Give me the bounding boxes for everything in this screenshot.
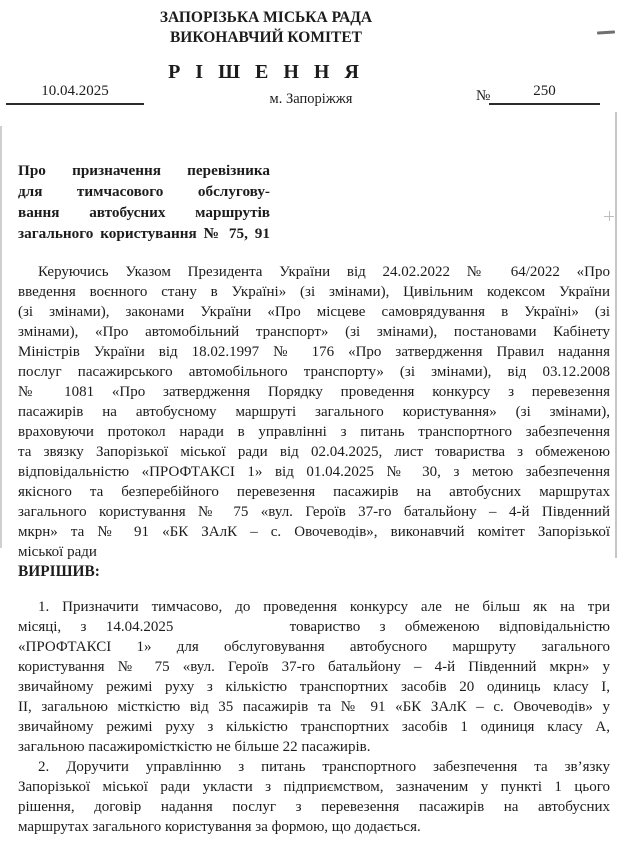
- decision-number: 250: [489, 83, 600, 105]
- text-line: загального користування № 75 «вул. Героїв 37-го батальйону – 4-й Південний: [18, 504, 610, 520]
- text-line: маршрутах загального користування за формою, що додається.: [18, 819, 421, 835]
- item-2-paragraph: [18, 757, 610, 837]
- number-sign: №: [476, 88, 491, 104]
- text-line: Міністрів України від 18.02.1997 № 176 «Про затвердження Правил надання: [18, 344, 610, 360]
- text-line: Про призначення перевізника: [18, 162, 270, 179]
- text-line: вання автобусних маршрутів: [18, 204, 270, 221]
- text-line: ІІ, загальною місткістю від 35 пасажирів та № 91 «БК ЗАлК – с. Овочеводів» у: [18, 699, 610, 715]
- org-name-line2: ВИКОНАВЧИЙ КОМІТЕТ: [169, 28, 363, 46]
- text-line: звичайному режимі руху з кількістю транспортних засобів 1 одиниця класу А,: [18, 719, 610, 735]
- text-line: (зі змінами), законами України «Про місцеве самоврядування в Україні» (зі: [18, 304, 610, 320]
- scan-artifact-mark: [604, 211, 614, 221]
- text-line: введення воєнного стану в Україні» (зі змінами), Цивільним кодексом України: [18, 284, 610, 300]
- text-line: 1. Призначити тимчасово, до проведення конкурсу але не більш як на три: [38, 599, 610, 615]
- text-line: враховуючи протокол наради в управлінні з питань транспортного забезпечення: [18, 424, 610, 440]
- text-line: Керуючись Указом Президента України від 24.02.2022 № 64/2022 «Про: [38, 264, 610, 280]
- text-line: та звязку Запорізької міської ради від 02.04.2025, лист товариства з обмеженою: [18, 444, 610, 460]
- document-type-title: Р І Ш Е Н Н Я: [168, 61, 364, 83]
- text-line: «ПРОФТАКСІ 1» для обслуговування автобусного маршруту загального: [18, 639, 610, 655]
- scan-artifact-right-edge: [615, 112, 617, 558]
- text-line: № 1081 «Про затвердження Порядку проведення конкурсу з перевезення: [18, 384, 610, 400]
- text-line: послуг пасажирського автомобільного транспорту» (зі змінами), від 03.12.2008: [18, 364, 610, 380]
- text-line: звичайному режимі руху з кількістю транспортних засобів 20 одиниць класу І,: [18, 679, 610, 695]
- item-1-paragraph: [18, 597, 610, 757]
- decision-date: 10.04.2025: [6, 83, 144, 105]
- text-line: пасажирів на автобусному маршруті загального користування» (зі змінами),: [18, 404, 610, 420]
- document-body: [18, 160, 610, 837]
- preamble-paragraph: [18, 262, 610, 562]
- text-line: Запорізької міської ради укласти з підприємством, зазначеним у пункті 1 цього: [18, 779, 610, 795]
- scan-artifact-left-edge: [0, 126, 2, 548]
- resolved-heading: ВИРІШИВ:: [18, 563, 100, 580]
- text-line: для тимчасового обслугову-: [18, 183, 270, 200]
- scan-artifact-dash: [597, 30, 615, 34]
- text-line: загального користування № 75, 91: [18, 225, 270, 242]
- text-line: місяці, з 14.04.2025 товариство з обмеженою відповідальністю: [18, 619, 610, 635]
- text-line: користування № 75 «вул. Героїв 37-го батальйону – 4-й Південний мкрн» у: [18, 659, 610, 675]
- org-name-line1: ЗАПОРІЗЬКА МІСЬКА РАДА: [159, 9, 373, 26]
- decision-place: м. Запоріжжя: [269, 91, 353, 107]
- text-line: рішення, договір надання послуг з перевезення пасажирів на автобусних: [18, 799, 610, 815]
- subject-block: [18, 160, 270, 244]
- letterhead: [0, 8, 532, 84]
- text-line: якісного та безперебійного перевезення пасажирів на автобусних маршрутах: [18, 484, 610, 500]
- text-line: міської ради: [18, 544, 97, 560]
- text-line: загальною пасажиромісткістю не більше 22 пасажирів.: [18, 739, 371, 755]
- text-line: змінами), «Про автомобільний транспорт» (зі змінами), постановами Кабінету: [18, 324, 610, 340]
- text-line: відповідальністю «ПРОФТАКСІ 1» від 01.04.2025 № 30, з метою забезпечення: [18, 464, 610, 480]
- text-line: мкрн» та № 91 «БК ЗАлК – с. Овочеводів», виконавчий комітет Запорізької: [18, 524, 610, 540]
- text-line: 2. Доручити управлінню з питань транспортного забезпечення та зв’язку: [38, 759, 610, 775]
